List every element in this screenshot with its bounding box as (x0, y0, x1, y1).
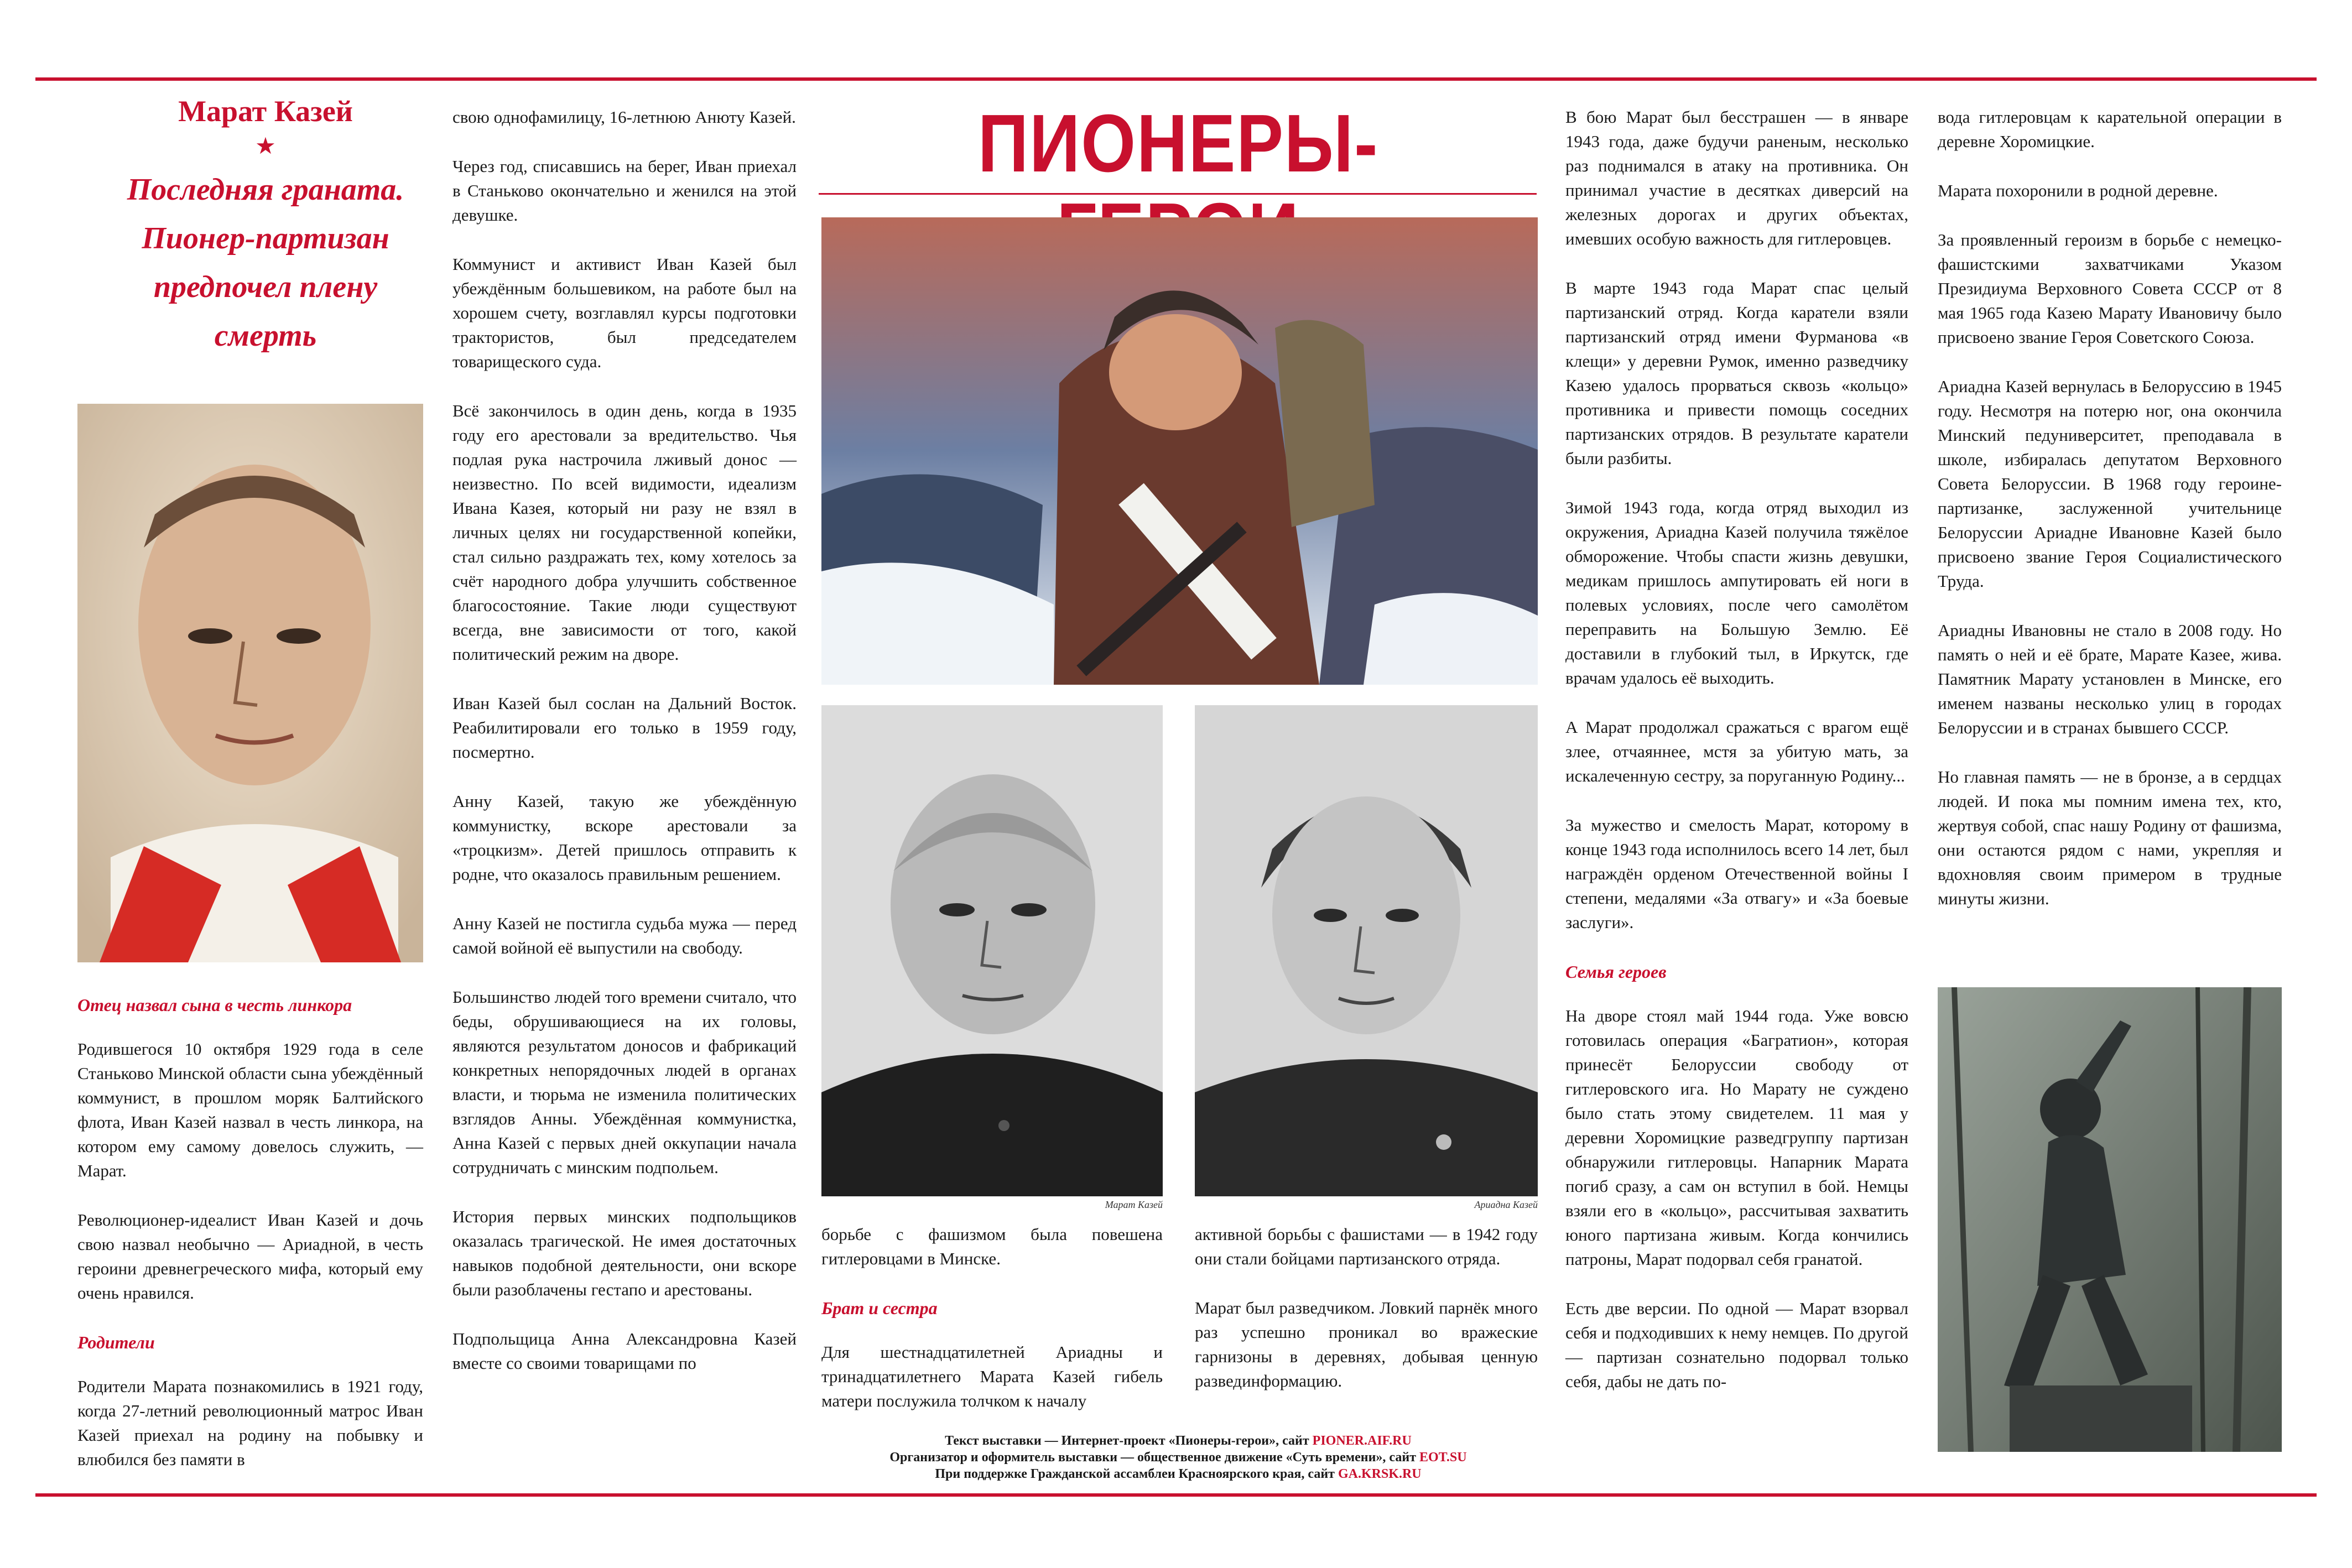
footer-link[interactable]: GA.KRSK.RU (1338, 1467, 1422, 1481)
star-icon: ★ (255, 134, 276, 159)
paragraph: Для шестнадцатилетней Ариадны и тринадцатилетнего Марата Казей гибель матери послужила толчком к началу (821, 1342, 1163, 1410)
footer-line: При поддержке Гражданской ассамблеи Красноярского края, сайт GA.KRSK.RU (935, 1467, 1422, 1481)
paragraph: Иван Казей был сослан на Дальний Восток. Реабилитировали его только в 1959 году, посмертно. (452, 694, 797, 762)
paragraph: Через год, списавшись на берег, Иван приехал в Станьково окончательно и женился на этой девушке. (452, 157, 797, 225)
subtitle-line: смерть (214, 319, 317, 353)
section-title: Отец назвал сына в честь линкора (77, 995, 352, 1015)
paragraph: За мужество и смелость Марат, которому в конце 1943 года исполнилось всего 14 лет, был награждён орденом Отечественной войны I степени, медалями «За отвагу» и «За боевые заслуги». (1565, 815, 1908, 932)
column-1 (77, 993, 423, 1497)
paragraph: За проявленный героизм в борьбе с немецко-фашистскими захватчиками Указом Президиума Верховного Совета СССР от 8 мая 1965 года Казею Марату Ивановичу было присвоено звание Героя Советского Союза. (1938, 230, 2282, 347)
marat-photo (821, 705, 1163, 1196)
top-rule (35, 77, 2317, 81)
column-6 (1938, 105, 2282, 936)
paragraph: Ариадны Ивановны не стало в 2008 году. Но память о ней и её брате, Марате Казее, жива. Памятник Марату установлен в Минске, его именем названы несколько улиц в городах Белоруссии и в странах бывшего СССР. (1938, 621, 2282, 737)
ariadna-photo (1195, 705, 1538, 1196)
page-title: ПИОНЕРЫ- (977, 98, 1379, 189)
paragraph: Родители Марата познакомились в 1921 году, когда 27-летний революционный матрос Иван Казей приехал на родину на побывку и влюбился без памяти в (77, 1377, 423, 1469)
paragraph: А Марат продолжал сражаться с врагом ещё злее, отчаяннее, мстя за убитую мать, за искалеченную сестру, за поруганную Родину... (1565, 717, 1908, 785)
monument-photo (1938, 987, 2282, 1452)
paragraph: Но главная память — не в бронзе, а в сердцах людей. И пока мы помним имена тех, кто, жертвуя собой, спас нашу Родину от фашизма, они остаются рядом с нами, укрепляя и вдохновляя своим примером в трудные минуты жизни. (1938, 767, 2282, 908)
paragraph: Родившегося 10 октября 1929 года в селе Станьково Минской области сына убеждённый коммунист, в прошлом моряк Балтийского флота, Иван Казей назвал в честь линкора, на котором ему самому довелось служить, — Марат. (77, 1039, 423, 1180)
paragraph: Зимой 1943 года, когда отряд выходил из окружения, Ариадна Казей получила тяжёлое обморожение. Чтобы спасти жизнь девушки, медикам пришлось ампутировать ей ноги в полевых условиях, после чего самолётом переправить на Большую Землю. Её доставили в глубокий тыл, в Иркутск, где врачам удалось её выходить. (1565, 498, 1908, 687)
column-3 (821, 1222, 1163, 1438)
photo-caption: Ариадна Казей (1474, 1199, 1538, 1210)
paragraph: Подпольщица Анна Александровна Казей вместе со своими товарищами по (452, 1329, 797, 1373)
portrait-drawing (77, 404, 423, 962)
paragraph: На дворе стоял май 1944 года. Уже вовсю готовилась операция «Багратион», которая принесёт Белоруссии свободу от гитлеровского ига. Но Марату не суждено было стать этому свидетелем. 11 мая у деревни Хоромицкие разведгруппу партизан обнаружили гитлеровцы. Напарник Марата погиб сразу, а сам он вступил в бой. Немцы взяли его в «кольцо», рассчитывая захватить юного партизана живым. Когда кончились патроны, Марат подорвал себя гранатой. (1565, 1006, 1908, 1269)
footer-link[interactable]: PIONER.AIF.RU (1312, 1434, 1412, 1448)
painting-image (821, 217, 1538, 685)
subtitle-line: Пионер-партизан (142, 221, 389, 256)
photo-caption: Марат Казей (1105, 1199, 1163, 1210)
paragraph: Есть две версии. По одной — Марат взорвал себя и подходивших к нему немцев. По другой — партизан сознательно подорвал только себя, дабы не дать по- (1565, 1299, 1908, 1391)
paragraph: активной борьбы с фашистами — в 1942 году они стали бойцами партизанского отряда. (1195, 1225, 1538, 1268)
paragraph: Большинство людей того времени считало, что беды, обрушивающиеся на их головы, являются результатом доносов и фабрикаций конкретных непорядочных людей в органах власти, и тюрьма не изменила политических взглядов Анны. Убеждённая коммунистка, Анна Казей с первых дней оккупации начала сотрудничать с минским подпольем. (452, 987, 797, 1177)
column-5 (1565, 105, 1908, 1419)
hero-header (44, 91, 487, 360)
title-rule (819, 193, 1537, 195)
paragraph: История первых минских подпольщиков оказалась трагической. Не имея достаточных навыков подобной деятельности, они вскоре были разоблачены гестапо и арестованы. (452, 1207, 797, 1299)
paragraph: Революционер-идеалист Иван Казей и дочь свою назвал необычно — Ариадной, в честь героини древнегреческого мифа, который ему очень нравился. (77, 1210, 423, 1303)
paragraph: борьбе с фашизмом была повешена гитлеровцами в Минске. (821, 1225, 1163, 1268)
paragraph: Коммунист и активист Иван Казей был убеждённым большевиком, на работе был на хорошем счету, возглавлял курсы подготовки трактористов, был председателем товарищеского суда. (452, 254, 797, 371)
paragraph: В марте 1943 года Марат спас целый партизанский отряд. Когда каратели взяли партизанский отряд имени Фурманова «в клещи» у деревни Румок, именно разведчику Казею удалось прорваться сквозь «кольцо» противника и привести помощь соседних партизанских отрядов. В результате каратели были разбиты. (1565, 278, 1908, 468)
paragraph: В бою Марат был бесстрашен — в январе 1943 года, даже будучи раненым, несколько раз поднимался в атаку на противника. Он принимал участие в десятках диверсий на железных дорогах и других объектах, имевших особую важность для гитлеровцев. (1565, 107, 1908, 248)
footer-line: Текст выставки — Интернет-проект «Пионеры-герои», сайт PIONER.AIF.RU (945, 1434, 1412, 1448)
footer-link[interactable]: EOT.SU (1419, 1450, 1467, 1465)
section-title: Родители (77, 1332, 155, 1352)
paragraph: Анну Казей не постигла судьба мужа — перед самой войной её выпустили на свободу. (452, 914, 797, 957)
hero-name: Марат Казей (178, 95, 353, 128)
paragraph: Ариадна Казей вернулась в Белоруссию в 1945 году. Несмотря на потерю ног, она окончила Минский педуниверситет, преподавала в школе, избиралась депутатом Верховного Совета Белоруссии. В 1968 году героине-партизанке, заслуженной учительнице Белоруссии Ариадне Ивановне Казей было присвоено звание Героя Социалистического Труда. (1938, 377, 2282, 591)
subtitle-line: Последняя граната. (127, 173, 404, 207)
paragraph: свою однофамилицу, 16-летнюю Анюту Казей. (452, 107, 796, 127)
paragraph: Марат был разведчиком. Ловкий парнёк много раз успешно проникал во вражеские гарнизоны в деревнях, добывая ценную развединформацию. (1195, 1298, 1538, 1390)
section-title: Семья героев (1565, 962, 1667, 982)
footer-line: Организатор и оформитель выставки — общественное движение «Суть времени», сайт EOT.SU (889, 1450, 1467, 1465)
section-title: Брат и сестра (821, 1298, 938, 1318)
column-2 (452, 105, 797, 1400)
subtitle-line: предпочел плену (153, 270, 378, 304)
paragraph: Анну Казей, такую же убеждённую коммунистку, вскоре арестовали за «троцкизм». Детей пришлось отправить к родне, что оказалось правильным решением. (452, 791, 797, 884)
paragraph: Марата похоронили в родной деревне. (1938, 181, 2218, 200)
hero-subtitle (44, 165, 487, 360)
footer-credits (819, 1432, 1538, 1482)
paragraph: Всё закончилось в один день, когда в 1935 году его арестовали за вредительство. Чья подлая рука настрочила лживый донос — неизвестно. По всей видимости, идеализм Ивана Казея, который ни разу не взял в личных целях ни государственной копейки, стал сильно раздражать тех, кому хотелось за счёт народного добра улучшить собственное благосостояние. Такие люди существуют всегда, вне зависимости от того, какой политический режим на дворе. (452, 401, 797, 664)
column-4 (1195, 1222, 1538, 1418)
paragraph: вода гитлеровцам к карательной операции в деревне Хоромицкие. (1938, 107, 2282, 151)
